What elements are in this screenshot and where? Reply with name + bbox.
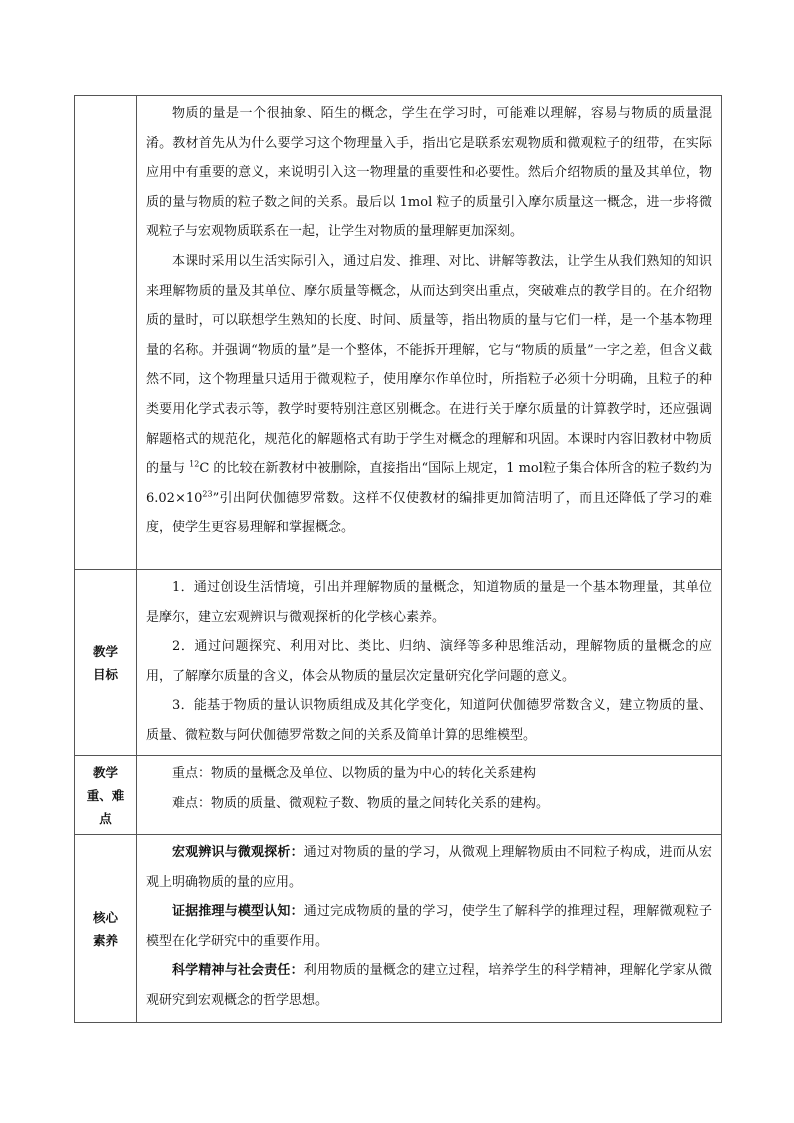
table-row [75,835,722,1023]
goal-item: 3．能基于物质的量认识物质组成及其化学变化，知道阿伏伽德罗常数含义，建立物质的量、质量、微粒数与阿伏伽德罗常数之间的关系及简单计算的思维模型。 [146,698,712,743]
literacy-item: 科学精神与社会责任：利用物质的量概念的建立过程，培养学生的科学精神，理解化学家从微观研究到宏观概念的哲学思想。 [146,963,712,1008]
table-row [75,756,722,835]
goal-item: 1．通过创设生活情境，引出并理解物质的量概念，知道物质的量是一个基本物理量，其单位是摩尔，建立宏观辨识与微观探析的化学核心素养。 [146,580,712,625]
paragraph: 本课时采用以生活实际引入，通过启发、推理、对比、讲解等教法，让学生从我们熟知的知识来理解物质的量及其单位、摩尔质量等概念，从而达到突出重点，突破难点的教学目的。在介绍物质的量时，可以联想学生熟知的长度、时间、质量等，指出物质的量与它们一样，是一个基本物理量的名称。并强调“物质的量”是一个整体，不能拆开理解，它与“物质的质量”一字之差，但含义截然不同，这个物理量只适用于微观粒子，使用摩尔作单位时，所指粒子必须十分明确，且粒子的种类要用化学式表示等，教学时要特别注意区别概念。在进行关于摩尔质量的计算教学时，还应强调解题格式的规范化，规范化的解题格式有助于学生对概念的理解和巩固。本课时内容旧教材中物质的量与 $^{12}$C 的比较在新教材中被删除，直接指出“国际上规定，1 mol粒子集合体所含的粒子数约为 $6.02\times 10^{23}$”引出阿伏伽德罗常数。这样不仅使教材的编排更加简洁明了，而且还降低了学习的难度，使学生更容易理解和掌握概念。 [146,253,712,536]
teaching-goals-cell [137,570,722,756]
lesson-plan-table [74,95,722,1023]
row-label-key-difficult-points: 教学 重、难 点 [75,756,137,835]
paragraph: 物质的量是一个很抽象、陌生的概念，学生在学习时，可能难以理解，容易与物质的质量混淆。教材首先从为什么要学习这个物理量入手，指出它是联系宏观物质和微观粒子的纽带，在实际应用中有重要的意义，来说明引入这一物理量的重要性和必要性。然后介绍物质的量及其单位，物质的量与物质的粒子数之间的关系。最后以 1mol 粒子的质量引入摩尔质量这一概念，进一步将微观粒子与宏观物质联系在一起，让学生对物质的量理解更加深刻。 [146,106,712,240]
row-label-teaching-goals: 教学 目标 [75,570,137,756]
row-label-empty [75,96,137,570]
core-literacy-cell [137,835,722,1023]
row-label-core-literacy: 核心 素养 [75,835,137,1023]
difficult-point: 难点：物质的质量、微观粒子数、物质的量之间转化关系的建构。 [172,795,550,811]
literacy-item: 宏观辨识与微观探析：通过对物质的量的学习，从微观上理解物质由不同粒子构成，进而从宏观上明确物质的量的应用。 [146,845,712,890]
table-row [75,96,722,570]
textbook-analysis-cell [137,96,722,570]
goal-item: 2．通过问题探究、利用对比、类比、归纳、演绎等多种思维活动，理解物质的量概念的应用，了解摩尔质量的含义，体会从物质的量层次定量研究化学问题的意义。 [146,639,712,684]
table-row [75,570,722,756]
key-point: 重点：物质的量概念及单位、以物质的量为中心的转化关系建构 [172,766,537,781]
key-points-cell [137,756,722,835]
literacy-item: 证据推理与模型认知：通过完成物质的量的学习，使学生了解科学的推理过程，理解微观粒子模型在化学研究中的重要作用。 [146,904,712,949]
